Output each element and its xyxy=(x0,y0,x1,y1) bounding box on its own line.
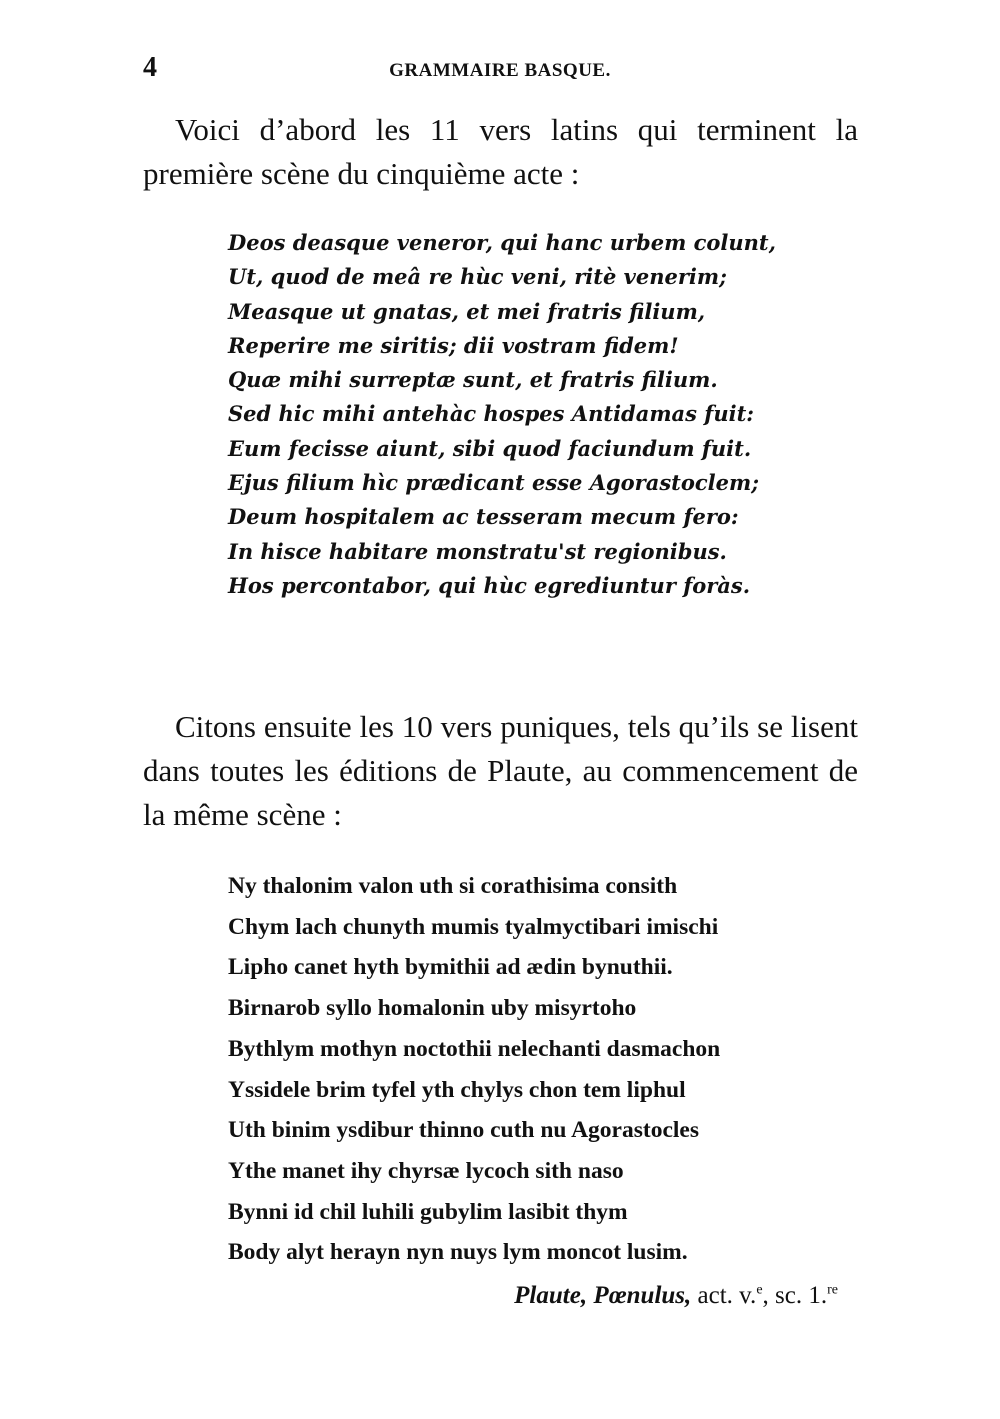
punic-verse: Bynni id chil luhili gubylim lasibit thym xyxy=(228,1198,628,1225)
citation-scene-sup: re xyxy=(827,1282,838,1298)
page-header xyxy=(140,52,860,92)
latin-verse: Ut, quod de meâ re hùc veni, ritè venerim; xyxy=(228,264,727,290)
punic-verse: Bythlym mothyn noctothii nelechanti dasmachon xyxy=(228,1035,721,1062)
latin-verse: In hisce habitare monstratu'st regionibus. xyxy=(228,538,727,564)
punic-verse: Chym lach chunyth mumis tyalmyctibari imischi xyxy=(228,913,719,940)
punic-verse: Uth binim ysdibur thinno cuth nu Agorastocles xyxy=(228,1117,699,1144)
citation-work: Pœnulus, xyxy=(593,1282,692,1309)
punic-verse: Birnarob syllo homalonin uby misyrtoho xyxy=(228,995,637,1022)
citation-act-sup: e xyxy=(756,1282,763,1298)
punic-verse: Yssidele brim tyfel yth chylys chon tem liphul xyxy=(228,1076,686,1103)
second-paragraph: Citons ensuite les 10 vers puniques, tels qu’ils se lisent dans toutes les éditions de Plaute, au commencement de la même scène : xyxy=(143,709,858,832)
citation-author: Plaute, xyxy=(514,1282,588,1309)
latin-verse: Quæ mihi surreptæ sunt, et fratris filium. xyxy=(228,367,718,393)
latin-verse: Ejus filium hìc prædicant esse Agorastoclem; xyxy=(228,470,759,496)
latin-verses xyxy=(228,226,848,603)
latin-verse: Deos deasque veneror, qui hanc urbem colunt, xyxy=(228,230,776,255)
punic-verses xyxy=(228,866,848,1273)
punic-verse: Ny thalonim valon uth si corathisima consith xyxy=(228,873,678,899)
latin-verse: Sed hic mihi antehàc hospes Antidamas fuit: xyxy=(228,401,755,427)
citation-scene: , sc. 1. xyxy=(762,1282,828,1309)
citation xyxy=(514,1282,838,1310)
latin-verse: Measque ut gnatas, et mei fratris filium, xyxy=(228,298,706,324)
citation-act: act. v. xyxy=(697,1282,757,1309)
punic-verse: Lipho canet hyth bymithii ad ædin bynuthii. xyxy=(228,954,673,981)
latin-verse: Reperire me siritis; dii vostram fidem! xyxy=(228,332,679,358)
running-title: GRAMMAIRE BASQUE. xyxy=(389,60,611,81)
latin-verse: Hos percontabor, qui hùc egrediuntur foràs. xyxy=(228,572,751,598)
page-number: 4 xyxy=(143,52,157,83)
punic-verse: Ythe manet ihy chyrsæ lycoch sith naso xyxy=(228,1157,624,1184)
intro-paragraph: Voici d’abord les 11 vers latins qui terminent la première scène du cinquième acte : xyxy=(143,112,858,191)
punic-verse: Body alyt herayn nyn nuys lym moncot lusim. xyxy=(228,1239,688,1266)
latin-verse: Deum hospitalem ac tesseram mecum fero: xyxy=(228,504,739,530)
latin-verse: Eum fecisse aiunt, sibi quod faciundum fuit. xyxy=(228,435,752,461)
